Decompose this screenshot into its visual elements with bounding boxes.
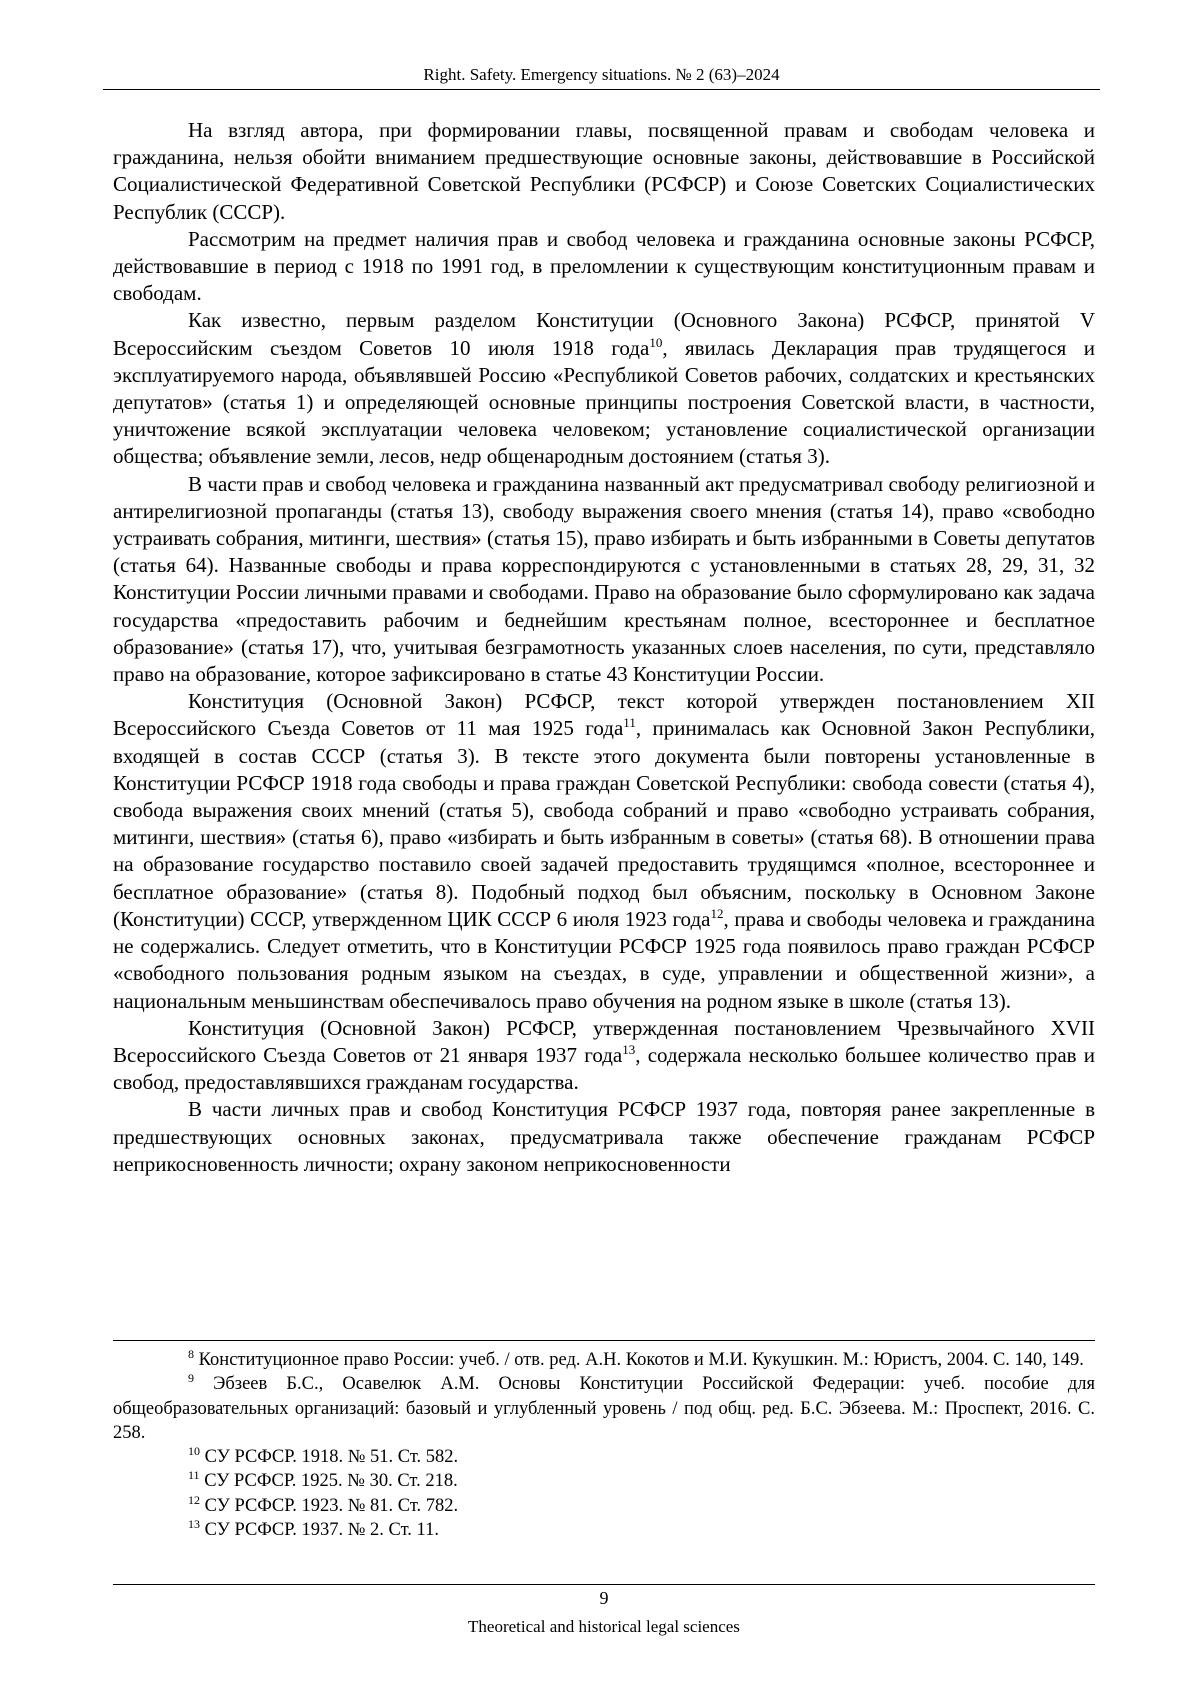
footnote-divider [113,1340,1095,1341]
paragraph [113,1015,1095,1097]
footnote-text: СУ РСФСР. 1937. № 2. Ст. 11. [204,1520,439,1541]
footnote-text: СУ РСФСР. 1923. № 81. Ст. 782. [204,1495,459,1516]
paragraph-text: Как известно, первым разделом Конституции (Основного Закона) РСФСР, принятой V Всероссийским съездом Советов 10 июля 1918 года [113,308,1095,360]
paragraph: В части личных прав и свобод Конституция РСФСР 1937 года, повторяя ранее закрепленные в предшествующих основных законах, предусматривала также обеспечение гражданам РСФСР неприкосновенность личности; охрану законом неприкосновенности [113,1097,1095,1176]
footnote [113,1469,1095,1493]
footnote-number: 8 [188,1346,194,1361]
footnote-number: 11 [188,1468,200,1483]
footnote-number: 10 [188,1444,200,1459]
paragraph: В части прав и свобод человека и гражданина названный акт предусматривал свободу религиозной и антирелигиозной пропаганды (статья 13), свободу выражения своего мнения (статья 14), право «свободно устраивать собрания, митинги, шествия» (статья 15), право избирать и быть избранными в Советы депутатов (статья 64). Названные свободы и права корреспондируются с установленными в статьях 28, 29, 31, 32 Конституции России личными правами и свободами. Право на образование было сформулировано как задача государства «предоставить рабочим и беднейшим крестьянам полное, всестороннее и бесплатное образование» (статья 17), что, учитывая безграмотность указанных слоев населения, по сути, представляло право на образование, которое зафиксировано в статье 43 Конституции России. [113,471,1095,687]
paragraph-text: , права и свободы человека и гражданина не содержались. Следует отметить, что в Конституции РСФСР 1925 года появилось право граждан РСФСР «свободного пользования родным языком на съездах, в суде, управлении и общественной жизни», а национальным меньшинствам обеспечивалось право обучения на родном языке в школе (статья 13). [113,906,1095,1013]
running-header: Right. Safety. Emergency situations. № 2 (63)–2024 [103,64,1100,90]
footnote-ref: 13 [622,1041,636,1057]
paragraph-text: , явилась Декларация прав трудящегося и эксплуатируемого народа, объявлявшей Россию «Республикой Советов рабочих, солдатских и крестьянских депутатов» (статья 1) и определяющей основные принципы построения Советской власти, в частности, уничтожение всякой эксплуатации человека человеком; установление социалистической организации общества; объявление земли, лесов, недр общенародным достоянием (статья 3). [113,335,1095,469]
footnote-text: Конституционное право России: учеб. / отв. ред. А.Н. Кокотов и М.И. Кукушкин. М.: Юристъ, 2004. С. 140, 149. [198,1350,1084,1370]
footnote-text: СУ РСФСР. 1925. № 30. Ст. 218. [204,1471,458,1492]
article-body [113,117,1095,1178]
footnote [113,1494,1095,1518]
paragraph-text: Конституция (Основной Закон) РСФСР, утвержденная постановлением Чрезвычайного XVII Всероссийского Съезда Советов от 21 января 1937 года [113,1015,1095,1067]
footnote-number: 9 [188,1371,194,1386]
footnote [113,1348,1095,1372]
footer-divider [113,1584,1095,1585]
footnote-ref: 12 [710,905,724,921]
footnote-ref: 10 [649,334,663,350]
footnote-text: Эбзеев Б.С., Осавелюк А.М. Основы Конституции Российской Федерации: учеб. пособие для общеобразовательных организаций: базовый и углубленный уровень / под общ. ред. Б.С. Эбзеева. М.: Проспект, 2016. С. 258. [113,1374,1095,1443]
footnote [113,1518,1095,1542]
paragraph: Рассмотрим на предмет наличия прав и свобод человека и гражданина основные законы РСФСР, действовавшие в период с 1918 по 1991 год, в преломлении к существующим конституционным правам и свободам. [113,226,1095,306]
running-footer: Theoretical and historical legal sciences [468,1617,740,1636]
footnote-ref: 11 [623,715,636,731]
footnote [113,1372,1095,1445]
footnote-text: СУ РСФСР. 1918. № 51. Ст. 582. [204,1447,459,1468]
page-number: 9 [599,1588,609,1608]
footnote [113,1445,1095,1469]
footnote-number: 12 [188,1492,200,1507]
footnote-number: 13 [188,1516,200,1531]
paragraph: На взгляд автора, при формировании главы, посвященной правам и свободам человека и гражданина, нельзя обойти вниманием предшествующие основные законы, действовавшие в Российской Социалистической Федеративной Советской Республики (РСФСР) и Союзе Советских Социалистических Республик (СССР). [113,118,1095,224]
paragraph [113,307,1095,470]
footnotes [113,1348,1095,1542]
paragraph-text: Конституция (Основной Закон) РСФСР, текст которой утвержден постановлением XII Всероссийского Съезда Советов от 11 мая 1925 года [113,689,1095,741]
paragraph-text: , принималась как Основной Закон Республики, входящей в состав СССР (статья 3). В тексте этого документа были повторены установленные в Конституции РСФСР 1918 года свободы и права граждан Советской Республики: свобода совести (статья 4), свобода выражения своих мнений (статья 5), свобода собраний и право «свободно устраивать собрания, митинги, шествия» (статья 6), право «избирать и быть избранным в советы» (статья 68). В отношении права на образование государство поставило своей задачей предоставить трудящимся «полное, всестороннее и бесплатное образование» (статья 8). Подобный подход был объясним, поскольку в Основном Законе (Конституции) СССР, утвержденном ЦИК СССР 6 июля 1923 года [113,716,1095,931]
paragraph [113,688,1095,1014]
paragraph-text: , содержала несколько большее количество прав и свобод, предоставлявшихся гражданам государства. [113,1042,1095,1095]
